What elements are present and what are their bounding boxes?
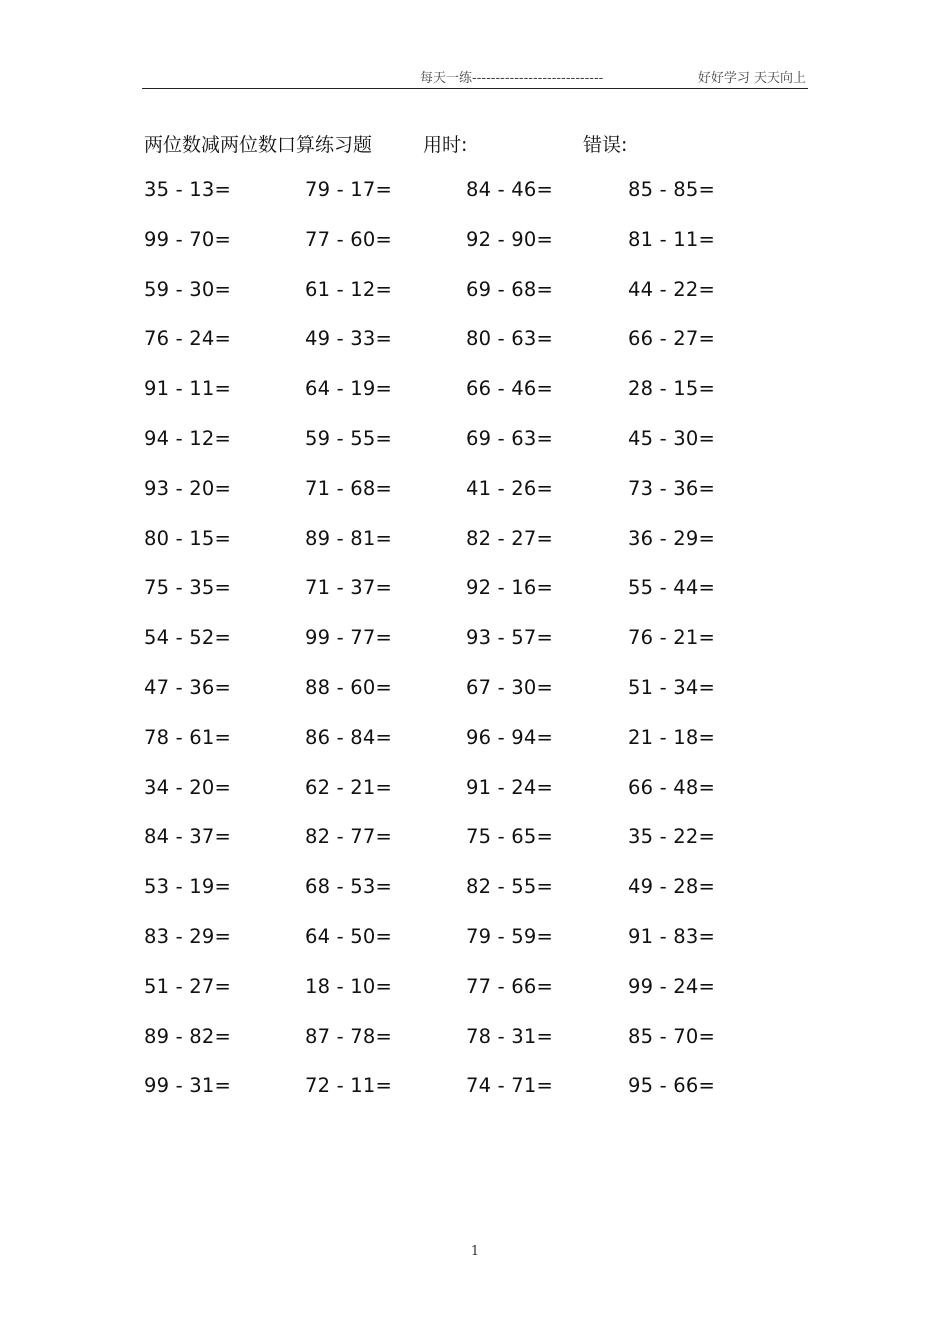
header-right-text: 好好学习 天天向上	[697, 71, 806, 86]
problem-item: 76 - 21=	[628, 626, 715, 650]
problem-item: 21 - 18=	[628, 725, 715, 749]
problem-item: 36 - 29=	[628, 526, 715, 550]
problem-item: 66 - 48=	[628, 775, 715, 799]
page-number: 1	[470, 1244, 480, 1259]
problem-item: 71 - 68=	[305, 476, 392, 500]
problem-item: 85 - 85=	[628, 178, 715, 201]
problem-item: 89 - 82=	[144, 1024, 231, 1048]
problem-item: 99 - 24=	[628, 974, 715, 998]
problem-item: 78 - 61=	[144, 725, 231, 749]
problem-item: 61 - 12=	[305, 277, 392, 301]
problem-row	[144, 427, 784, 477]
problem-row	[144, 776, 784, 826]
problem-row	[144, 975, 784, 1025]
problem-item: 89 - 81=	[305, 526, 392, 550]
problem-item: 28 - 15=	[628, 377, 715, 401]
problem-item: 81 - 11=	[628, 227, 715, 251]
problem-item: 77 - 66=	[466, 974, 553, 998]
problem-item: 54 - 52=	[144, 626, 231, 650]
problem-item: 87 - 78=	[305, 1024, 392, 1048]
problem-item: 72 - 11=	[305, 1074, 392, 1098]
problem-item: 91 - 24=	[466, 775, 553, 799]
problem-item: 69 - 63=	[466, 426, 553, 450]
problem-item: 75 - 35=	[144, 576, 231, 600]
problem-item: 74 - 71=	[466, 1074, 553, 1098]
problem-item: 79 - 59=	[466, 924, 553, 948]
problem-item: 62 - 21=	[305, 775, 392, 799]
problem-row	[144, 327, 784, 377]
problem-item: 35 - 13=	[144, 178, 231, 201]
problem-item: 94 - 12=	[144, 426, 231, 450]
problem-item: 34 - 20=	[144, 775, 231, 799]
problem-item: 95 - 66=	[628, 1074, 715, 1098]
problem-item: 82 - 77=	[305, 825, 392, 849]
problem-item: 41 - 26=	[466, 476, 553, 500]
problem-item: 93 - 57=	[466, 626, 553, 650]
problem-row	[144, 726, 784, 776]
problem-item: 49 - 33=	[305, 327, 392, 351]
problem-item: 84 - 37=	[144, 825, 231, 849]
problem-row	[144, 626, 784, 676]
problem-item: 64 - 50=	[305, 924, 392, 948]
problem-item: 84 - 46=	[466, 178, 553, 201]
time-label: 用时:	[423, 134, 468, 156]
problem-item: 47 - 36=	[144, 675, 231, 699]
problem-row	[144, 228, 784, 278]
problem-item: 82 - 27=	[466, 526, 553, 550]
problem-item: 88 - 60=	[305, 675, 392, 699]
problem-item: 18 - 10=	[305, 974, 392, 998]
worksheet-title: 两位数减两位数口算练习题	[144, 134, 373, 156]
problem-item: 44 - 22=	[628, 277, 715, 301]
problem-item: 96 - 94=	[466, 725, 553, 749]
problem-item: 64 - 19=	[305, 377, 392, 401]
title-row	[144, 130, 744, 156]
problem-item: 67 - 30=	[466, 675, 553, 699]
problem-item: 91 - 83=	[628, 924, 715, 948]
problem-item: 78 - 31=	[466, 1024, 553, 1048]
problem-item: 86 - 84=	[305, 725, 392, 749]
page-header	[142, 64, 808, 89]
problem-item: 68 - 53=	[305, 875, 392, 899]
problem-item: 99 - 70=	[144, 227, 231, 251]
problem-item: 79 - 17=	[305, 178, 392, 201]
problem-item: 92 - 16=	[466, 576, 553, 600]
problem-item: 99 - 77=	[305, 626, 392, 650]
problem-item: 92 - 90=	[466, 227, 553, 251]
problem-row	[144, 178, 784, 228]
problem-item: 59 - 30=	[144, 277, 231, 301]
problem-item: 55 - 44=	[628, 576, 715, 600]
problem-row	[144, 1074, 784, 1124]
problem-item: 93 - 20=	[144, 476, 231, 500]
problem-row	[144, 527, 784, 577]
problem-item: 69 - 68=	[466, 277, 553, 301]
problem-item: 99 - 31=	[144, 1074, 231, 1098]
problem-grid	[144, 178, 784, 1124]
problem-row	[144, 875, 784, 925]
problem-item: 80 - 63=	[466, 327, 553, 351]
problem-item: 59 - 55=	[305, 426, 392, 450]
problem-item: 76 - 24=	[144, 327, 231, 351]
error-label: 错误:	[583, 134, 628, 156]
header-left-text: 每天一练----------------------------	[420, 71, 604, 86]
problem-item: 77 - 60=	[305, 227, 392, 251]
problem-item: 85 - 70=	[628, 1024, 715, 1048]
problem-row	[144, 278, 784, 328]
problem-item: 91 - 11=	[144, 377, 231, 401]
problem-item: 45 - 30=	[628, 426, 715, 450]
problem-row	[144, 1025, 784, 1075]
problem-row	[144, 825, 784, 875]
problem-item: 83 - 29=	[144, 924, 231, 948]
problem-item: 75 - 65=	[466, 825, 553, 849]
problem-item: 71 - 37=	[305, 576, 392, 600]
problem-row	[144, 377, 784, 427]
problem-item: 82 - 55=	[466, 875, 553, 899]
problem-row	[144, 477, 784, 527]
problem-item: 80 - 15=	[144, 526, 231, 550]
problem-item: 49 - 28=	[628, 875, 715, 899]
problem-row	[144, 576, 784, 626]
problem-item: 53 - 19=	[144, 875, 231, 899]
problem-row	[144, 925, 784, 975]
problem-item: 51 - 27=	[144, 974, 231, 998]
problem-item: 66 - 46=	[466, 377, 553, 401]
problem-row	[144, 676, 784, 726]
problem-item: 35 - 22=	[628, 825, 715, 849]
problem-item: 73 - 36=	[628, 476, 715, 500]
problem-item: 66 - 27=	[628, 327, 715, 351]
problem-item: 51 - 34=	[628, 675, 715, 699]
